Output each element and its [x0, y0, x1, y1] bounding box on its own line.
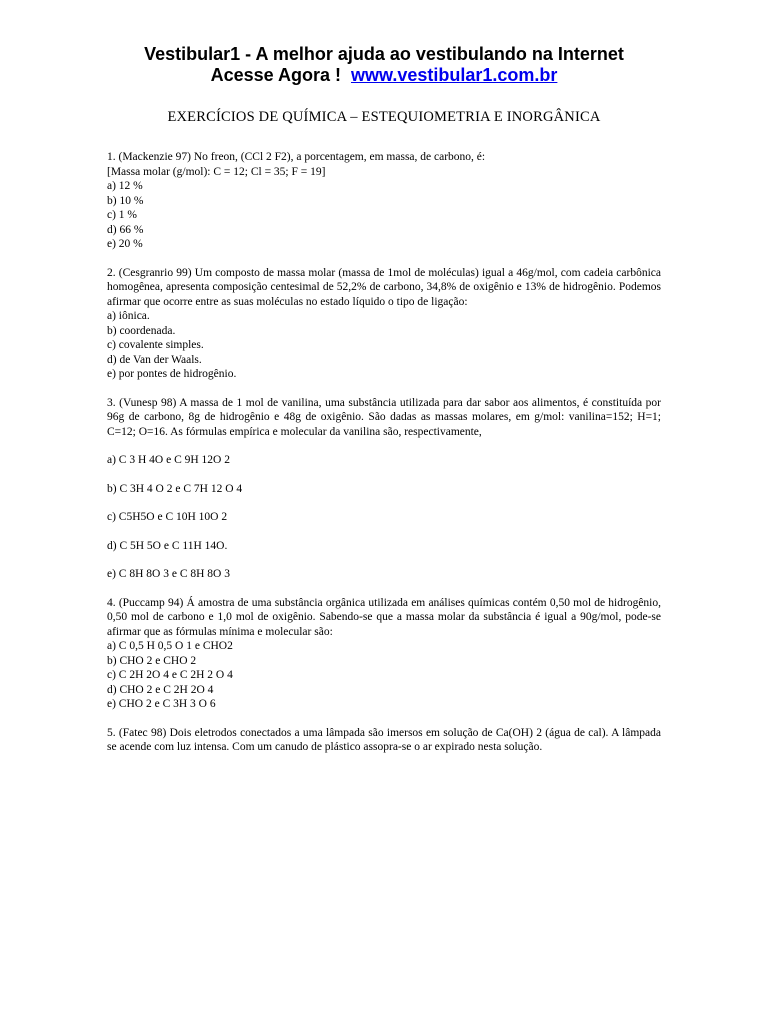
question-5: [107, 726, 661, 755]
question-1-option-a: a) 12 %: [107, 180, 143, 192]
site-link[interactable]: www.vestibular1.com.br: [350, 65, 558, 85]
question-4: [107, 596, 661, 712]
question-2-option-c: c) covalente simples.: [107, 339, 204, 351]
question-2-stem: 2. (Cesgranrio 99) Um composto de massa molar (massa de 1mol de moléculas) igual a 46g/mol, com cadeia carbônica homogênea, apresenta composição centesimal de 52,2% de carbono, 34,8% de oxigênio e 13% de hidrogênio. Podemos afirmar que ocorre entre as suas moléculas no estado líquido o tipo de ligação:: [107, 266, 661, 308]
question-2-option-b: b) coordenada.: [107, 324, 176, 337]
question-1-option-e: e) 20 %: [107, 238, 143, 250]
question-3-option-c: c) C5H5O e C 10H 10O 2: [107, 511, 228, 523]
question-3: [107, 396, 661, 582]
question-4-option-e: e) CHO 2 e C 3H 3 O 6: [107, 698, 216, 710]
header-tagline: Vestibular1 - A melhor ajuda ao vestibulando na Internet: [144, 44, 624, 64]
question-1-data: [Massa molar (g/mol): C = 12; Cl = 35; F = 19]: [107, 165, 326, 178]
question-1-option-b: b) 10 %: [107, 194, 144, 207]
question-4-option-b: b) CHO 2 e CHO 2: [107, 654, 197, 667]
page-title: EXERCÍCIOS DE QUÍMICA – ESTEQUIOMETRIA E INORGÂNICA: [167, 109, 601, 125]
question-3-option-d: d) C 5H 5O e C 11H 14O.: [107, 539, 228, 552]
question-4-stem: 4. (Puccamp 94) Á amostra de uma substância orgânica utilizada em análises químicas contém 0,50 mol de hidrogênio, 0,50 mol de carbono e 1,0 mol de oxigênio. Sabendo-se que a massa molar da substância é igual a 90g/mol, pode-se afirmar que as fórmulas mínima e molecular são:: [107, 596, 661, 638]
site-header: [107, 0, 661, 86]
question-2: [107, 266, 661, 382]
question-3-option-e: e) C 8H 8O 3 e C 8H 8O 3: [107, 568, 230, 580]
question-3-option-b: b) C 3H 4 O 2 e C 7H 12 O 4: [107, 482, 243, 495]
question-1: [107, 150, 661, 252]
question-2-option-a: a) iônica.: [107, 310, 150, 322]
question-3-option-a: a) C 3 H 4O e C 9H 12O 2: [107, 454, 230, 466]
question-3-stem: 3. (Vunesp 98) A massa de 1 mol de vanilina, uma substância utilizada para dar sabor aos alimentos, é constituída por 96g de carbono, 8g de hidrogênio e 48g de oxigênio. São dadas as massas molares, em g/mol: vanilina=152; H=1; C=12; O=16. As fórmulas empírica e molecular da vanilina são, respectivamente,: [107, 396, 661, 438]
header-cta-text: Acesse Agora !: [210, 65, 341, 85]
question-4-option-d: d) CHO 2 e C 2H 2O 4: [107, 683, 214, 696]
question-2-option-d: d) de Van der Waals.: [107, 353, 202, 366]
question-5-stem: 5. (Fatec 98) Dois eletrodos conectados a uma lâmpada são imersos em solução de Ca(OH) 2 (água de cal). A lâmpada se acende com luz intensa. Com um canudo de plástico assopra-se o ar expirado nesta solução.: [107, 726, 661, 753]
question-1-option-d: d) 66 %: [107, 223, 144, 236]
question-1-stem: 1. (Mackenzie 97) No freon, (CCl 2 F2), a porcentagem, em massa, de carbono, é:: [107, 151, 486, 163]
question-4-option-c: c) C 2H 2O 4 e C 2H 2 O 4: [107, 669, 233, 681]
question-4-option-a: a) C 0,5 H 0,5 O 1 e CHO2: [107, 640, 233, 652]
question-3-options: [107, 453, 661, 582]
header-cta: [107, 65, 661, 86]
exercise-list: [107, 150, 661, 755]
question-1-option-c: c) 1 %: [107, 209, 138, 221]
question-2-option-e: e) por pontes de hidrogênio.: [107, 368, 237, 380]
